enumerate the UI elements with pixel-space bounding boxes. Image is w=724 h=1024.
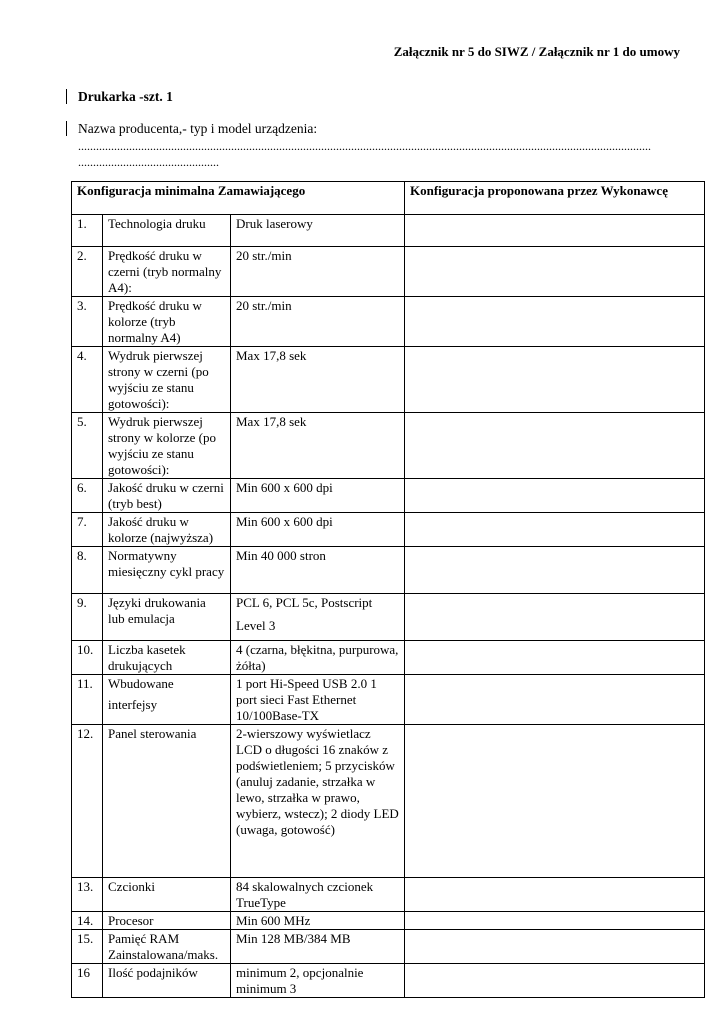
table-row bbox=[72, 964, 705, 998]
row-min-value: Max 17,8 sek bbox=[231, 413, 405, 479]
row-min-value: Min 40 000 stron bbox=[231, 547, 405, 594]
row-number: 2. bbox=[72, 247, 103, 297]
attachment-header: Załącznik nr 5 do SIWZ / Załącznik nr 1 do umowy bbox=[393, 44, 680, 59]
header-proposed-config: Konfiguracja proponowana przez Wykonawcę bbox=[405, 182, 705, 215]
producer-marker bbox=[66, 121, 67, 136]
row-min-value-line-1: PCL 6, PCL 5c, Postscript bbox=[236, 595, 373, 610]
row-proposed-cell[interactable] bbox=[405, 930, 705, 964]
table-row bbox=[72, 347, 705, 413]
row-min-value: Druk laserowy bbox=[231, 215, 405, 247]
table-row bbox=[72, 641, 705, 675]
table-row bbox=[72, 297, 705, 347]
row-proposed-cell[interactable] bbox=[405, 964, 705, 998]
row-min-value: minimum 2, opcjonalnie minimum 3 bbox=[231, 964, 405, 998]
row-number: 9. bbox=[72, 594, 103, 641]
section-title: Drukarka -szt. 1 bbox=[78, 89, 173, 104]
table-row bbox=[72, 413, 705, 479]
row-parameter-line-2: interfejsy bbox=[108, 697, 158, 712]
table-header-row bbox=[72, 182, 705, 215]
row-min-value: Min 600 x 600 dpi bbox=[231, 513, 405, 547]
row-parameter: Normatywny miesięczny cykl pracy bbox=[103, 547, 231, 594]
row-number: 15. bbox=[72, 930, 103, 964]
producer-dots-line-2: ............................................... bbox=[78, 155, 219, 169]
row-number: 10. bbox=[72, 641, 103, 675]
specification-table bbox=[71, 181, 705, 998]
row-min-value-line-2: Level 3 bbox=[236, 618, 276, 633]
row-min-value: 20 str./min bbox=[231, 247, 405, 297]
row-number: 3. bbox=[72, 297, 103, 347]
row-min-value: 1 port Hi-Speed USB 2.0 1 port sieci Fast Ethernet 10/100Base-TX bbox=[231, 675, 405, 725]
producer-label: Nazwa producenta,- typ i model urządzenia: bbox=[78, 121, 318, 136]
row-number: 11. bbox=[72, 675, 103, 725]
row-proposed-cell[interactable] bbox=[405, 297, 705, 347]
table-row bbox=[72, 930, 705, 964]
table-row bbox=[72, 675, 705, 725]
row-proposed-cell[interactable] bbox=[405, 413, 705, 479]
row-number: 7. bbox=[72, 513, 103, 547]
row-proposed-cell[interactable] bbox=[405, 347, 705, 413]
section-marker bbox=[66, 89, 67, 104]
table-row bbox=[72, 878, 705, 912]
row-parameter: Jakość druku w czerni (tryb best) bbox=[103, 479, 231, 513]
row-proposed-cell[interactable] bbox=[405, 725, 705, 878]
row-number: 13. bbox=[72, 878, 103, 912]
row-number: 5. bbox=[72, 413, 103, 479]
producer-dots-line-1: ............................................................................................................................................................................................... bbox=[78, 139, 651, 153]
row-proposed-cell[interactable] bbox=[405, 513, 705, 547]
row-parameter: Technologia druku bbox=[103, 215, 231, 247]
table-row bbox=[72, 547, 705, 594]
row-parameter: Jakość druku w kolorze (najwyższa) bbox=[103, 513, 231, 547]
row-parameter: Prędkość druku w czerni (tryb normalny A4): bbox=[103, 247, 231, 297]
row-parameter: Liczba kasetek drukujących bbox=[103, 641, 231, 675]
row-number: 16 bbox=[72, 964, 103, 998]
row-proposed-cell[interactable] bbox=[405, 479, 705, 513]
row-parameter: Wydruk pierwszej strony w czerni (po wyjściu ze stanu gotowości): bbox=[103, 347, 231, 413]
row-number: 1. bbox=[72, 215, 103, 247]
row-proposed-cell[interactable] bbox=[405, 675, 705, 725]
row-min-value: Min 128 MB/384 MB bbox=[231, 930, 405, 964]
row-proposed-cell[interactable] bbox=[405, 641, 705, 675]
row-number: 12. bbox=[72, 725, 103, 878]
table-row bbox=[72, 725, 705, 878]
row-min-value: 20 str./min bbox=[231, 297, 405, 347]
row-parameter: Wydruk pierwszej strony w kolorze (po wyjściu ze stanu gotowości): bbox=[103, 413, 231, 479]
row-proposed-cell[interactable] bbox=[405, 215, 705, 247]
row-min-value: 4 (czarna, błękitna, purpurowa, żółta) bbox=[231, 641, 405, 675]
row-parameter: Procesor bbox=[103, 912, 231, 930]
header-min-config: Konfiguracja minimalna Zamawiającego bbox=[72, 182, 405, 215]
row-number: 14. bbox=[72, 912, 103, 930]
table-row bbox=[72, 215, 705, 247]
row-proposed-cell[interactable] bbox=[405, 912, 705, 930]
row-min-value: 2-wierszowy wyświetlacz LCD o długości 16 znaków z podświetleniem; 5 przycisków (anuluj zadanie, strzałka w lewo, strzałka w prawo, wybierz, wstecz); 2 diody LED (uwaga, gotowość) bbox=[231, 725, 405, 878]
table-row bbox=[72, 479, 705, 513]
row-number: 6. bbox=[72, 479, 103, 513]
row-proposed-cell[interactable] bbox=[405, 878, 705, 912]
row-parameter: Pamięć RAM Zainstalowana/maks. bbox=[103, 930, 231, 964]
table-row bbox=[72, 594, 705, 641]
row-parameter: Ilość podajników bbox=[103, 964, 231, 998]
row-min-value: Min 600 x 600 dpi bbox=[231, 479, 405, 513]
row-parameter: Panel sterowania bbox=[103, 725, 231, 878]
row-parameter: Czcionki bbox=[103, 878, 231, 912]
table-row bbox=[72, 247, 705, 297]
row-parameter-line-1: Wbudowane bbox=[108, 676, 174, 691]
row-parameter: Prędkość druku w kolorze (tryb normalny A4) bbox=[103, 297, 231, 347]
row-min-value: 84 skalowalnych czcionek TrueType bbox=[231, 878, 405, 912]
row-proposed-cell[interactable] bbox=[405, 547, 705, 594]
row-min-value: Min 600 MHz bbox=[231, 912, 405, 930]
table-row bbox=[72, 513, 705, 547]
row-parameter bbox=[103, 675, 231, 725]
row-number: 4. bbox=[72, 347, 103, 413]
row-parameter: Języki drukowania lub emulacja bbox=[103, 594, 231, 641]
table-row bbox=[72, 912, 705, 930]
row-min-value: Max 17,8 sek bbox=[231, 347, 405, 413]
row-proposed-cell[interactable] bbox=[405, 594, 705, 641]
row-proposed-cell[interactable] bbox=[405, 247, 705, 297]
row-min-value bbox=[231, 594, 405, 641]
row-number: 8. bbox=[72, 547, 103, 594]
